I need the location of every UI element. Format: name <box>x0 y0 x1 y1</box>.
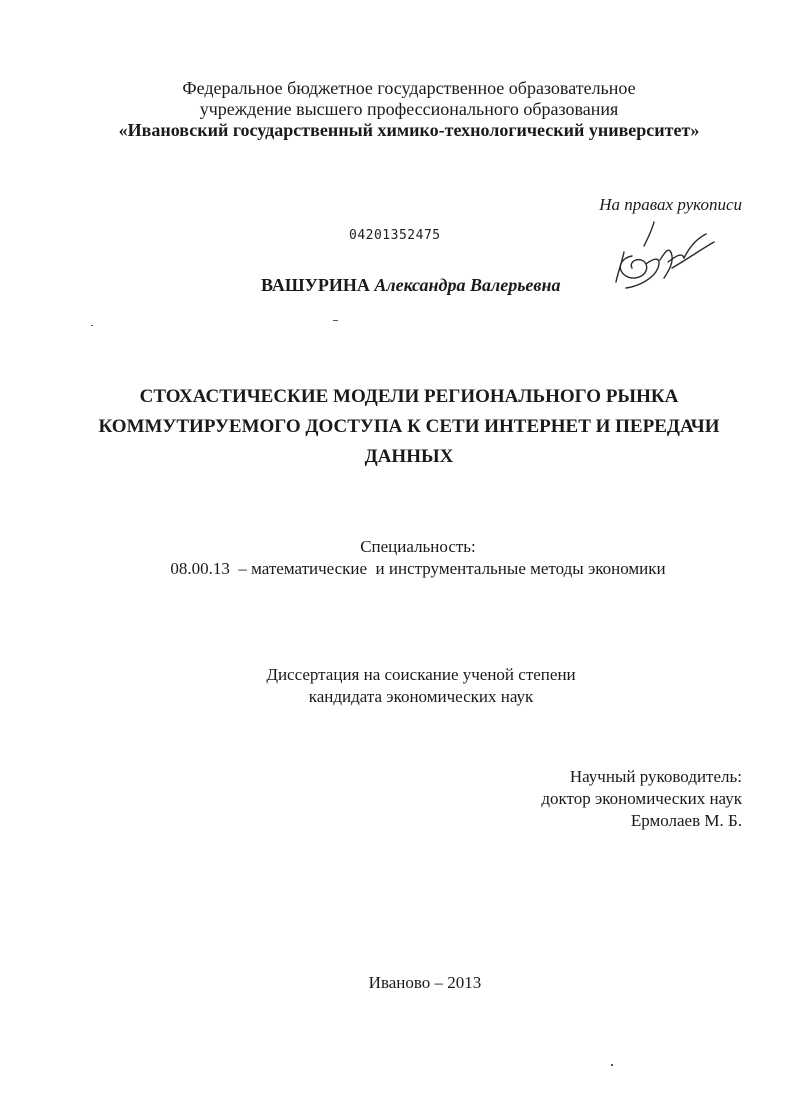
handwritten-signature <box>602 216 720 296</box>
degree-line-1: Диссертация на соискание ученой степени <box>266 665 576 684</box>
archive-number: 04201352475 <box>349 228 441 243</box>
institution-line-1: Федеральное бюджетное государственное образовательное <box>182 78 636 98</box>
scan-speck <box>611 1064 613 1066</box>
specialty-label: Специальность: <box>360 537 476 556</box>
dissertation-title <box>0 382 792 472</box>
scan-speck <box>91 325 93 326</box>
supervisor-name: Ермолаев М. Б. <box>630 811 742 830</box>
institution-header <box>0 78 792 141</box>
scan-speck <box>333 320 338 321</box>
author-given-names: Александра Валерьевна <box>374 275 561 295</box>
university-name: «Ивановский государственный химико-технологический университет» <box>118 120 700 140</box>
supervisor-label: Научный руководитель: <box>569 767 742 786</box>
author-name <box>261 275 560 296</box>
title-line-3: ДАННЫХ <box>364 446 454 467</box>
title-line-1: СТОХАСТИЧЕСКИЕ МОДЕЛИ РЕГИОНАЛЬНОГО РЫНКА <box>139 386 679 407</box>
degree-line-2: кандидата экономических наук <box>308 687 534 706</box>
supervisor-block <box>541 766 742 832</box>
title-line-2: КОММУТИРУЕМОГО ДОСТУПА К СЕТИ ИНТЕРНЕТ И ПЕРЕДАЧИ <box>98 416 720 437</box>
specialty-value: 08.00.13 – математические и инструментальные методы экономики <box>170 559 666 578</box>
specialty-block <box>0 536 792 580</box>
institution-line-2: учреждение высшего профессионального образования <box>199 99 619 119</box>
degree-block <box>0 664 792 708</box>
supervisor-degree: доктор экономических наук <box>541 789 742 808</box>
author-surname: ВАШУРИНА <box>261 275 370 295</box>
manuscript-note: На правах рукописи <box>599 195 742 214</box>
city-year: Иваново – 2013 <box>368 973 482 992</box>
